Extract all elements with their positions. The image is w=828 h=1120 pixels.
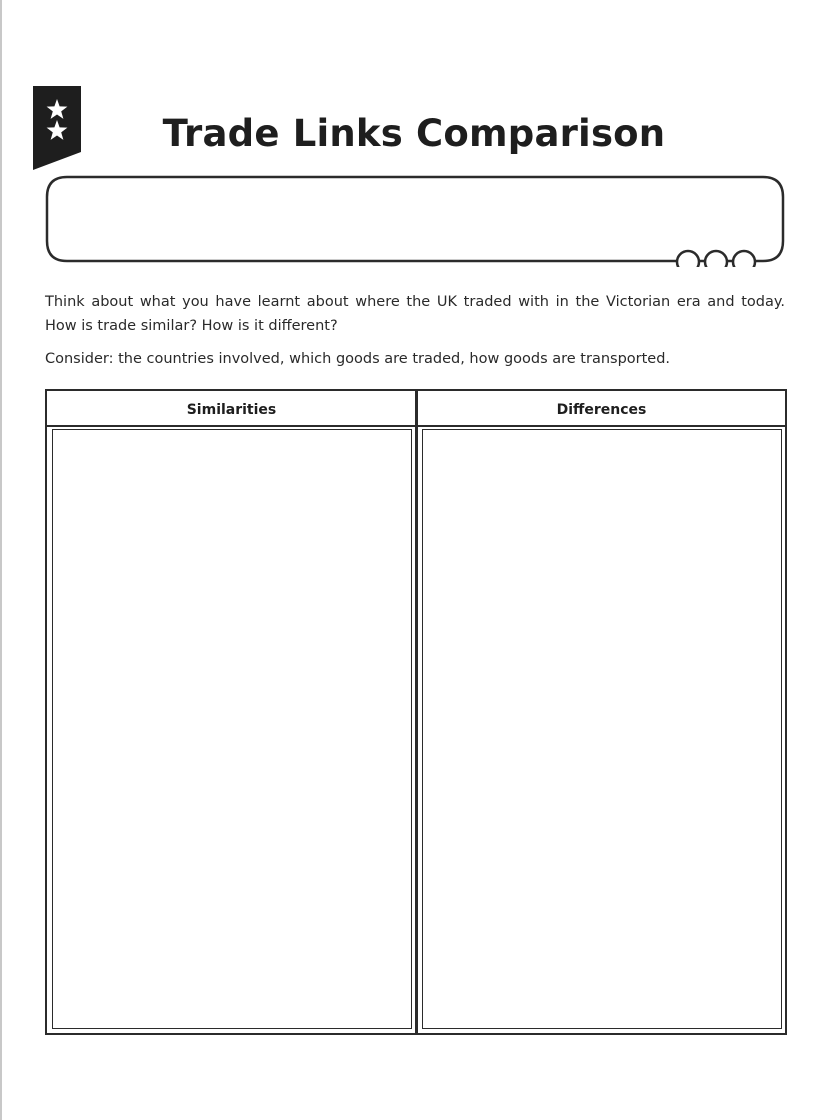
page-title: Trade Links Comparison <box>162 112 666 155</box>
ring-decoration-icon <box>677 251 699 267</box>
differences-answer-area[interactable] <box>422 429 782 1029</box>
consider-text: Consider: the countries involved, which goods are traded, how goods are transported. <box>45 351 671 367</box>
similarities-answer-area[interactable] <box>52 429 412 1029</box>
instructions-text: Think about what you have learnt about where the UK traded with in the Victorian era and today. How is trade similar? How is it different? <box>45 294 785 334</box>
column-divider <box>415 391 418 1033</box>
page-edge <box>0 0 2 1120</box>
column-header-similarities: Similarities <box>186 402 277 418</box>
column-header-differences: Differences <box>556 402 647 418</box>
name-box[interactable] <box>45 175 785 267</box>
ring-decoration-icon <box>733 251 755 267</box>
ring-decoration-icon <box>705 251 727 267</box>
comparison-table <box>45 389 787 1035</box>
name-box-outline <box>45 175 785 267</box>
